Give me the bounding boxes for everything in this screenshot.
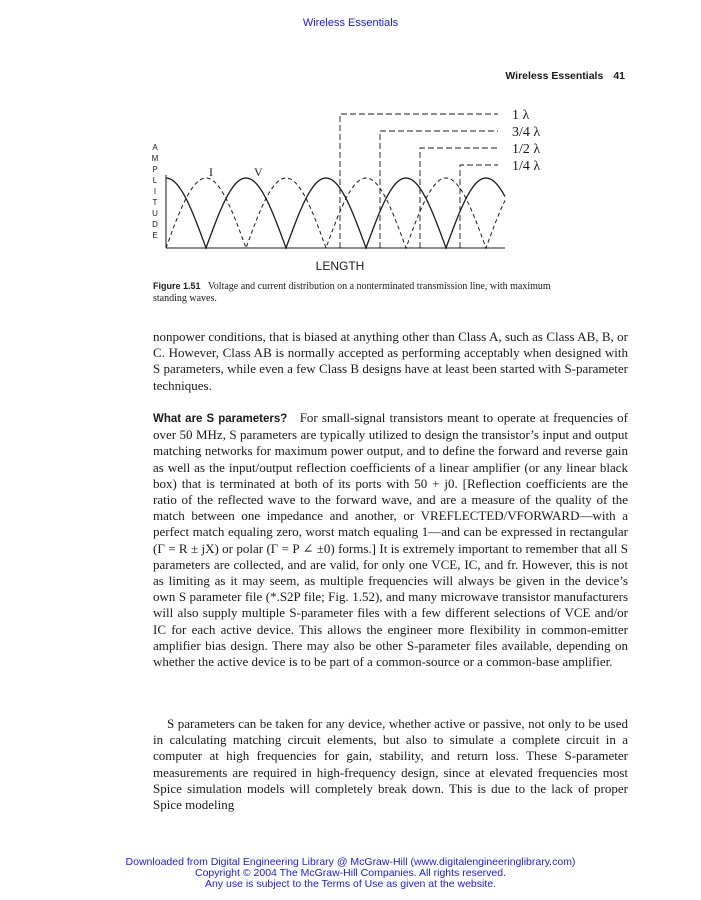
y-label-letter: L: [152, 176, 158, 185]
marker-1-4-lambda: [460, 165, 498, 248]
voltage-label: V: [254, 165, 263, 179]
current-wave: [166, 178, 505, 248]
caption-label: Figure 1.51: [153, 281, 201, 291]
footer: [0, 857, 701, 890]
paragraph-1: nonpower conditions, that is biased at anything other than Class A, such as Class AB, B, or C. However, Class AB is normally accepted as performing acceptably when designed with S parameters, while even a few Class B designs have at least been started with S-parameter techniques.: [153, 329, 628, 393]
marker-label-1-4-lambda: 1/4 λ: [512, 159, 541, 174]
marker-lines: [340, 114, 498, 248]
x-axis-label: LENGTH: [315, 259, 365, 273]
footer-copyright: Copyright © 2004 The McGraw-Hill Companies. All rights reserved.: [195, 867, 506, 879]
y-axis-label: [152, 143, 159, 240]
caption-text: Voltage and current distribution on a nonterminated transmission line, with maximum standing waves.: [153, 281, 551, 304]
marker-1-2-lambda: [420, 148, 498, 248]
voltage-wave: [166, 178, 505, 248]
y-label-letter: P: [152, 165, 158, 174]
y-label-letter: E: [152, 231, 158, 240]
footer-terms-link[interactable]: Any use is subject to the Terms of Use as given at the website.: [204, 878, 497, 890]
standing-wave-figure: [148, 100, 568, 278]
y-label-letter: M: [151, 154, 159, 163]
marker-label-1-2-lambda: 1/2 λ: [512, 142, 541, 157]
marker-label-1-lambda: 1 λ: [512, 108, 530, 123]
running-title: Wireless Essentials: [505, 70, 604, 82]
y-label-letter: T: [152, 198, 158, 207]
paragraph-2: [153, 410, 628, 670]
y-label-letter: D: [152, 220, 158, 229]
y-label-letter: A: [152, 143, 158, 152]
top-link[interactable]: Wireless Essentials: [302, 17, 399, 29]
section-run-in-heading: What are S parameters?: [153, 413, 288, 425]
marker-1-lambda: [340, 114, 498, 248]
current-label: I: [209, 165, 213, 179]
footer-download-link[interactable]: Downloaded from Digital Engineering Library @ McGraw-Hill (www.digitalengineeringlibrary.com): [125, 856, 576, 868]
y-label-letter: U: [152, 209, 158, 218]
figure-caption: [153, 280, 553, 305]
paragraph-3: S parameters can be taken for any device, whether active or passive, not only to be used in calculating matching circuit elements, but also to simulate a complete circuit in a computer at high frequencies for gain, stability, and return loss. These S-parameter measurements are required in high-frequency design, since at elevated frequencies most Spice simulation models will completely break down. This is due to the lack of proper Spice modeling: [153, 716, 628, 813]
marker-label-3-4-lambda: 3/4 λ: [512, 125, 541, 140]
paragraph-2-text: For small-signal transistors meant to operate at frequencies of over 50 MHz, S parameters are typically utilized to design the transistor’s input and output matching networks for maximum power output, and to define the forward and reverse gain as well as the input/output reflection coefficients of a linear amplifier (or any linear black box) that is terminated at both of its ports with 50 + j0. [Reflection coefficients are the ratio of the reflected wave to the forward wave, and are a measure of the quality of the match between one impedance and another, or VREFLECTED/VFORWARD—with a perfect match equaling zero, worst match equaling 1—and can be expressed in rectangular (Γ = R ± jX) or polar (Γ = P ∠ ±0) forms.] It is extremely important to remember that all S parameters are collected, and are valid, for only one VCE, IC, and fr. However, this is not as limiting as it may seem, as multiple frequencies will always be given in the device’s own S parameter file (*.S2P file; Fig. 1.52), and many microwave transistor manufacturers will also supply multiple S-parameter files with a few different selections of VCE and/or IC for each active device. This allows the engineer more flexibility in common-emitter amplifier bias design. There may also be other S-parameter files available, depending on whether the active device is to be part of a common-source or a common-base amplifier.: [153, 410, 628, 670]
y-label-letter: I: [153, 187, 157, 196]
running-head: [505, 70, 625, 82]
page-number: 41: [613, 70, 625, 82]
